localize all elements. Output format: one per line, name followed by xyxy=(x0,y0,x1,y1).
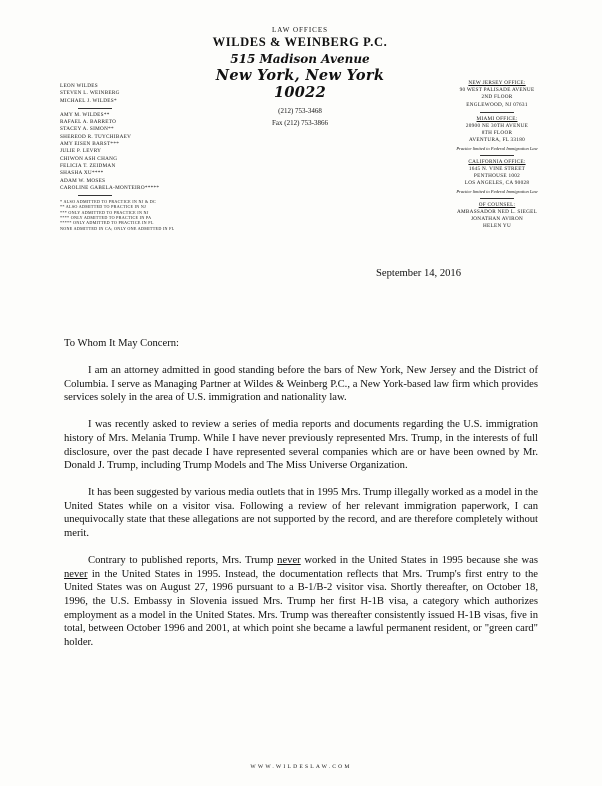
admission-note: ** ALSO ADMITTED TO PRACTICE IN NJ xyxy=(60,204,147,210)
nj-office-line: ENGLEWOOD, NJ 07631 xyxy=(466,101,528,108)
paragraph-2: I was recently asked to review a series of media reports and documents regarding the U.S. immigration history of Mrs. Melania Trump. While I have never previously represented Mrs. Trump, in the interests of full disclosure, over the past decade I have represented several companies which are or have been owned by Mr. Donald J. Trump, including Trump Models and The Miss Universe Organization. xyxy=(64,419,538,472)
nj-office-line: 2ND FLOOR xyxy=(481,94,513,101)
admission-note: ***** ONLY ADMITTED TO PRACTICE IN FL xyxy=(60,220,154,226)
miami-office-line: 8TH FLOOR xyxy=(481,130,513,137)
attorney-name: CAROLINE GABELA-MONTEIRO***** xyxy=(60,184,160,191)
city-address: New York, New York 10022 xyxy=(215,67,385,101)
divider xyxy=(480,112,514,113)
divider xyxy=(480,155,514,156)
letter-body xyxy=(64,337,538,663)
divider xyxy=(78,195,112,196)
counsel-title: OF COUNSEL: xyxy=(478,201,516,208)
nj-office-title: NEW JERSEY OFFICE: xyxy=(468,80,526,86)
ca-office-title: CALIFORNIA OFFICE: xyxy=(468,158,526,165)
attorney-name: SHASHA XU**** xyxy=(60,170,104,177)
attorney-name: AMY M. WILDES** xyxy=(60,111,110,118)
miami-office-line: 20900 NE 30TH AVENUE xyxy=(465,123,529,130)
attorney-name: SHEREOD R. TUYCHIBAEV xyxy=(60,133,132,140)
paragraph-4-text: in the United States in 1995. Instead, the documentation reflects that Mrs. Trump's first entry to the United States was on August 27, 1996 pursuant to a B-1/B-2 visitor visa. Shortly thereafter, on October 18, 1996, the U.S. Embassy in Slovenia issued Mrs. Trump her first H-1B visa, a category which authorizes employment as a model in the United States. Mrs. Trump was thereafter consistently issued H-1B visas, five in total, between October 1996 and 2001, at which point she became a lawful permanent resident, or "green card" holder. xyxy=(64,568,538,648)
street-address: 515 Madison Avenue xyxy=(230,52,370,66)
paragraph-3: It has been suggested by various media outlets that in 1995 Mrs. Trump illegally worked as a model in the United States while on a visitor visa. Following a review of her relevant immigration paperwork, I can unequivocally state that these allegations are not supported by the record, and are therefore completely without merit. xyxy=(64,487,538,540)
attorney-name: FELICIA T. ZEIDMAN xyxy=(60,162,116,169)
admission-note: * ALSO ADMITTED TO PRACTICE IN NJ & DC xyxy=(60,199,157,205)
admission-notes xyxy=(60,199,210,231)
salutation: To Whom It May Concern: xyxy=(64,338,179,349)
paragraph-1: I am an attorney admitted in good standing before the bars of New York, New Jersey and the District of Columbia. I serve as Managing Partner at Wildes & Weinberg P.C., a New York-based law firm which provides services solely in the area of U.S. immigration and nationality law. xyxy=(64,365,538,404)
attorney-name: ADAM W. MOSES xyxy=(60,177,106,184)
counsel-name: AMBASSADOR NED L. SIEGEL xyxy=(456,209,538,216)
attorney-name: CHIWON ASH CHANG xyxy=(60,155,118,162)
admission-note: **** ONLY ADMITTED TO PRACTICE IN PA xyxy=(60,215,152,221)
paragraph-4 xyxy=(64,554,538,649)
attorney-name: STACEY A. SIMON** xyxy=(60,126,114,133)
letter-date: September 14, 2016 xyxy=(376,268,462,279)
partner-name: LEON WILDES xyxy=(60,83,98,89)
miami-office-line: AVENTURA, FL 33180 xyxy=(469,137,525,144)
letterhead xyxy=(190,26,410,127)
paragraph-4-text: Contrary to published reports, Mrs. Trump xyxy=(88,555,278,567)
counsel-name: JONATHAN AVIRON xyxy=(470,216,524,223)
attorney-roster xyxy=(60,83,210,231)
firm-name: WILDES & WEINBERG P.C. xyxy=(212,35,388,49)
law-offices-label: LAW OFFICES xyxy=(271,26,328,34)
ca-office-line: 1645 N. VINE STREET xyxy=(468,166,526,173)
footer-website: WWW.WILDESLAW.COM xyxy=(250,764,352,770)
miami-office-title: MIAMI OFFICE: xyxy=(476,115,518,122)
divider xyxy=(480,198,514,199)
emphasis-never: never xyxy=(64,568,88,580)
ca-practice-note: Practice limited to Federal Immigration Law xyxy=(456,188,538,194)
ca-office-line: PENTHOUSE 1002 xyxy=(473,173,521,180)
paragraph-4-text: worked in the United States in 1995 because she was xyxy=(300,555,538,567)
attorney-name: RAFAEL A. BARRETO xyxy=(60,119,117,126)
admission-note: NONE ADMITTED IN CA; ONLY ONE ADMITTED IN FL xyxy=(60,225,175,231)
attorney-name: JULIE P. LEVRY xyxy=(60,148,102,155)
phone-number: (212) 753-3468 xyxy=(278,107,322,115)
emphasis-never: never xyxy=(277,555,301,567)
ca-office-line: LOS ANGELES, CA 90028 xyxy=(464,180,530,187)
partner-name: STEVEN L. WEINBERG xyxy=(60,90,120,97)
divider xyxy=(78,108,112,109)
counsel-name: HELEN YU xyxy=(483,223,511,230)
attorney-name: AMY EISEN BARST*** xyxy=(60,141,120,148)
miami-practice-note: Practice limited to Federal Immigration Law xyxy=(456,145,538,151)
admission-note: *** ONLY ADMITTED TO PRACTICE IN NJ xyxy=(60,209,149,215)
partner-name: MICHAEL J. WILDES* xyxy=(60,97,117,104)
fax-number: Fax (212) 753-3866 xyxy=(272,119,328,127)
nj-office-line: 90 WEST PALISADE AVENUE xyxy=(459,87,535,94)
office-list xyxy=(442,80,552,231)
